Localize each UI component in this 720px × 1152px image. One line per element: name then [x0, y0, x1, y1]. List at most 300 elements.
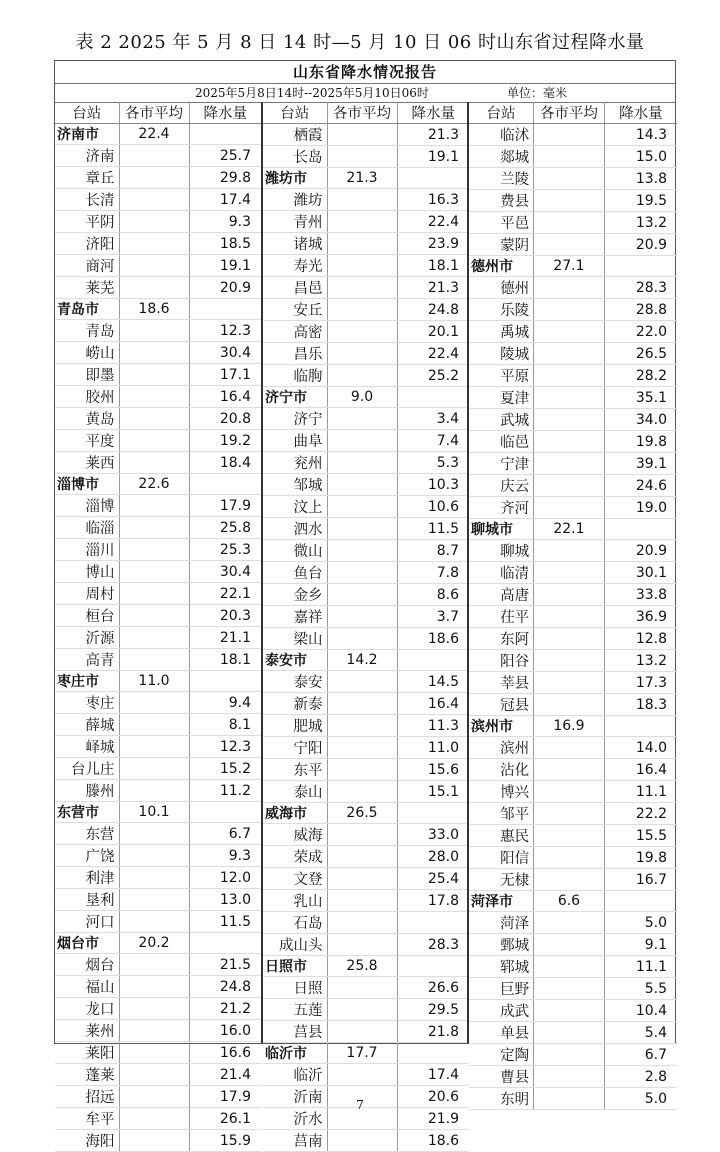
- station-name: 临朐: [263, 365, 327, 387]
- station-name: 新泰: [263, 693, 327, 715]
- city-average: [119, 998, 189, 1020]
- city-average: [119, 145, 189, 167]
- rainfall-value: 22.0: [604, 321, 677, 343]
- station-name: 泗水: [263, 518, 327, 540]
- station-row: [263, 846, 469, 868]
- station-row: [469, 453, 677, 475]
- city-average: [327, 628, 397, 650]
- rainfall-value: 34.0: [604, 409, 677, 431]
- station-name: 栖霞: [263, 124, 327, 146]
- station-name: 汶上: [263, 496, 327, 518]
- city-average: [327, 934, 397, 956]
- city-average: [327, 146, 397, 168]
- city-average: [534, 409, 605, 431]
- station-name: 临邑: [469, 431, 534, 453]
- city-average: 21.3: [327, 168, 397, 189]
- city-average: [119, 714, 189, 736]
- rainfall-value: 18.5: [189, 233, 261, 255]
- station-name: 武城: [469, 409, 534, 431]
- station-name: 崂山: [55, 342, 119, 364]
- city-row: [263, 650, 469, 671]
- city-average: [534, 1066, 605, 1088]
- city-average: [119, 954, 189, 976]
- city-average: [534, 299, 605, 321]
- city-row: [469, 716, 677, 737]
- station-name: 金乡: [263, 584, 327, 606]
- station-row: [469, 146, 677, 168]
- city-average: [534, 1022, 605, 1044]
- rainfall-value: 17.1: [189, 364, 261, 386]
- rainfall-value: 36.9: [604, 606, 677, 628]
- header-row: [469, 102, 677, 124]
- rainfall-value: 14.3: [604, 124, 677, 146]
- city-average: [119, 823, 189, 845]
- station-row: [263, 365, 469, 387]
- rainfall-value: 13.0: [189, 889, 261, 911]
- station-name: 济阳: [55, 233, 119, 255]
- rainfall-value: 15.2: [189, 758, 261, 780]
- station-row: [55, 583, 261, 605]
- station-name: 潍坊: [263, 189, 327, 211]
- rainfall-value: 29.5: [397, 999, 469, 1021]
- table-caption: 表 2 2025 年 5 月 8 日 14 时—5 月 10 日 06 时山东省过程降水量: [75, 32, 645, 53]
- rainfall-value: 22.1: [189, 583, 261, 605]
- station-name: 威海: [263, 824, 327, 846]
- station-name: 荣成: [263, 846, 327, 868]
- station-row: [55, 517, 261, 539]
- rainfall-value: 19.8: [604, 847, 677, 869]
- city-average: [534, 146, 605, 168]
- rainfall-value: [397, 803, 469, 824]
- station-row: [263, 211, 469, 233]
- rainfall-value: 18.6: [397, 1130, 469, 1152]
- station-row: [263, 540, 469, 562]
- station-name: 梁山: [263, 628, 327, 650]
- station-row: [469, 299, 677, 321]
- rainfall-value: [397, 956, 469, 977]
- station-name: 福山: [55, 976, 119, 998]
- city-average: [119, 692, 189, 714]
- city-average: [534, 606, 605, 628]
- station-table: [263, 102, 469, 1152]
- rainfall-value: 3.4: [397, 408, 469, 430]
- station-name: 平原: [469, 365, 534, 387]
- rainfall-value: 22.2: [604, 803, 677, 825]
- rainfall-value: 15.6: [397, 759, 469, 781]
- city-average: [119, 1020, 189, 1042]
- station-row: [263, 890, 469, 912]
- station-row: [55, 364, 261, 386]
- city-row: [55, 124, 261, 145]
- rainfall-value: [604, 716, 677, 737]
- city-average: [534, 672, 605, 694]
- rainfall-value: [604, 891, 677, 912]
- city-row: [55, 474, 261, 495]
- city-average: [119, 539, 189, 561]
- city-average: 18.6: [119, 299, 189, 320]
- rainfall-value: 8.6: [397, 584, 469, 606]
- station-name: 青州: [263, 211, 327, 233]
- city-average: [327, 211, 397, 233]
- city-average: [327, 846, 397, 868]
- rainfall-value: 13.8: [604, 168, 677, 190]
- city-average: [327, 584, 397, 606]
- city-average: [534, 475, 605, 497]
- station-name: 文登: [263, 868, 327, 890]
- city-average: [327, 1130, 397, 1152]
- station-row: [469, 475, 677, 497]
- rainfall-value: 16.4: [397, 693, 469, 715]
- city-average: [534, 934, 605, 956]
- city-average: [534, 1044, 605, 1066]
- city-average: [119, 495, 189, 517]
- rainfall-value: 19.1: [397, 146, 469, 168]
- station-row: [469, 343, 677, 365]
- rainfall-value: 17.3: [604, 672, 677, 694]
- city-name: 济宁市: [263, 387, 327, 408]
- station-row: [263, 474, 469, 496]
- station-name: 邹平: [469, 803, 534, 825]
- rainfall-value: 25.3: [189, 539, 261, 561]
- station-name: 莱芜: [55, 277, 119, 299]
- city-average: [327, 540, 397, 562]
- city-average: [119, 758, 189, 780]
- city-average: 25.8: [327, 956, 397, 977]
- station-name: 阳信: [469, 847, 534, 869]
- station-name: 聊城: [469, 540, 534, 562]
- station-row: [55, 430, 261, 452]
- station-name: 嘉祥: [263, 606, 327, 628]
- station-row: [469, 912, 677, 934]
- rainfall-value: 18.4: [189, 452, 261, 474]
- rainfall-value: 21.2: [189, 998, 261, 1020]
- station-name: 德州: [469, 277, 534, 299]
- station-name: 禹城: [469, 321, 534, 343]
- station-row: [55, 649, 261, 671]
- rainfall-value: 3.7: [397, 606, 469, 628]
- rainfall-value: 6.7: [189, 823, 261, 845]
- city-average: [119, 976, 189, 998]
- city-average: [119, 736, 189, 758]
- station-name: 即墨: [55, 364, 119, 386]
- header-rainfall: 降水量: [604, 102, 677, 124]
- station-row: [55, 758, 261, 780]
- rainfall-value: 18.6: [397, 628, 469, 650]
- rainfall-value: 21.5: [189, 954, 261, 976]
- station-name: 陵城: [469, 343, 534, 365]
- station-name: 垦利: [55, 889, 119, 911]
- rainfall-value: 26.5: [604, 343, 677, 365]
- city-row: [469, 519, 677, 540]
- header-station: 台站: [469, 102, 534, 124]
- station-row: [55, 1064, 261, 1086]
- city-average: [327, 277, 397, 299]
- city-average: [534, 825, 605, 847]
- station-row: [469, 737, 677, 759]
- rainfall-value: 12.3: [189, 736, 261, 758]
- station-name: 济南: [55, 145, 119, 167]
- rainfall-value: 15.0: [604, 146, 677, 168]
- city-average: [327, 518, 397, 540]
- station-name: 利津: [55, 867, 119, 889]
- city-average: [327, 759, 397, 781]
- rainfall-value: 11.1: [604, 781, 677, 803]
- station-name: 临沭: [469, 124, 534, 146]
- rainfall-value: [189, 124, 261, 145]
- city-average: [119, 255, 189, 277]
- station-name: 鄄城: [469, 934, 534, 956]
- city-average: [119, 342, 189, 364]
- station-name: 东明: [469, 1088, 534, 1110]
- city-average: [534, 956, 605, 978]
- station-row: [469, 934, 677, 956]
- station-row: [55, 539, 261, 561]
- city-average: [534, 759, 605, 781]
- rainfall-value: 20.9: [604, 540, 677, 562]
- city-average: [534, 365, 605, 387]
- rainfall-value: 11.0: [397, 737, 469, 759]
- rainfall-value: 35.1: [604, 387, 677, 409]
- rainfall-value: 18.1: [189, 649, 261, 671]
- station-row: [55, 823, 261, 845]
- station-row: [469, 847, 677, 869]
- city-average: [119, 211, 189, 233]
- city-average: [119, 408, 189, 430]
- station-name: 兰陵: [469, 168, 534, 190]
- rainfall-value: 26.1: [189, 1108, 261, 1130]
- station-row: [263, 146, 469, 168]
- rainfall-value: 16.4: [604, 759, 677, 781]
- station-name: 成山头: [263, 934, 327, 956]
- city-average: [534, 628, 605, 650]
- station-row: [469, 803, 677, 825]
- station-row: [55, 277, 261, 299]
- rainfall-value: 16.3: [397, 189, 469, 211]
- station-name: 莒南: [263, 1130, 327, 1152]
- station-row: [55, 954, 261, 976]
- header-rainfall: 降水量: [189, 102, 261, 124]
- city-average: [534, 781, 605, 803]
- station-name: 郓城: [469, 956, 534, 978]
- city-average: 20.2: [119, 933, 189, 954]
- city-average: [534, 912, 605, 934]
- city-average: [119, 889, 189, 911]
- station-name: 台儿庄: [55, 758, 119, 780]
- station-row: [55, 452, 261, 474]
- city-average: [327, 408, 397, 430]
- city-average: [327, 671, 397, 693]
- rainfall-value: 28.8: [604, 299, 677, 321]
- station-name: 茌平: [469, 606, 534, 628]
- station-row: [263, 496, 469, 518]
- station-row: [55, 1130, 261, 1152]
- city-average: [119, 845, 189, 867]
- header-row: [55, 102, 261, 124]
- city-row: [55, 299, 261, 320]
- city-average: [534, 343, 605, 365]
- city-average: [119, 277, 189, 299]
- station-name: 青岛: [55, 320, 119, 342]
- rainfall-value: 20.9: [189, 277, 261, 299]
- rainfall-value: 15.9: [189, 1130, 261, 1152]
- station-row: [469, 562, 677, 584]
- city-average: 17.7: [327, 1043, 397, 1064]
- rainfall-value: 12.3: [189, 320, 261, 342]
- station-row: [469, 956, 677, 978]
- station-row: [469, 234, 677, 256]
- city-average: [534, 453, 605, 475]
- rainfall-value: 25.2: [397, 365, 469, 387]
- station-row: [469, 1044, 677, 1066]
- city-average: [327, 693, 397, 715]
- station-row: [469, 825, 677, 847]
- station-name: 莱州: [55, 1020, 119, 1042]
- station-row: [263, 233, 469, 255]
- rainfall-value: [604, 519, 677, 540]
- city-average: [119, 561, 189, 583]
- city-average: 14.2: [327, 650, 397, 671]
- city-average: [534, 737, 605, 759]
- city-row: [263, 168, 469, 189]
- station-row: [263, 781, 469, 803]
- rainfall-value: 22.4: [397, 343, 469, 365]
- city-average: 10.1: [119, 802, 189, 823]
- rainfall-value: 9.4: [189, 692, 261, 714]
- city-average: 16.9: [534, 716, 605, 737]
- city-name: 东营市: [55, 802, 119, 823]
- report-columns: [55, 102, 675, 1150]
- rainfall-value: [397, 387, 469, 408]
- rainfall-value: 11.1: [604, 956, 677, 978]
- station-name: 临沂: [263, 1064, 327, 1086]
- rainfall-value: 19.0: [604, 497, 677, 519]
- city-average: [119, 452, 189, 474]
- city-average: [534, 562, 605, 584]
- station-row: [469, 321, 677, 343]
- station-name: 郯城: [469, 146, 534, 168]
- rainfall-value: 2.8: [604, 1066, 677, 1088]
- station-row: [55, 189, 261, 211]
- report-title: 山东省降水情况报告: [55, 61, 675, 84]
- rainfall-value: 33.8: [604, 584, 677, 606]
- station-row: [55, 911, 261, 933]
- station-row: [263, 1064, 469, 1086]
- header-rainfall: 降水量: [397, 102, 469, 124]
- station-row: [469, 759, 677, 781]
- city-average: [534, 497, 605, 519]
- column-2: [261, 102, 467, 1150]
- station-row: [469, 869, 677, 891]
- city-average: [327, 474, 397, 496]
- rainfall-value: 17.8: [397, 890, 469, 912]
- station-name: 薛城: [55, 714, 119, 736]
- rainfall-value: 9.3: [189, 845, 261, 867]
- rainfall-value: 7.4: [397, 430, 469, 452]
- station-row: [469, 168, 677, 190]
- rainfall-value: 18.3: [604, 694, 677, 716]
- city-name: 聊城市: [469, 519, 534, 540]
- city-average: 26.5: [327, 803, 397, 824]
- station-row: [263, 1130, 469, 1152]
- station-name: 日照: [263, 977, 327, 999]
- station-row: [469, 124, 677, 146]
- rainfall-value: 16.7: [604, 869, 677, 891]
- city-name: 威海市: [263, 803, 327, 824]
- column-3: [467, 102, 677, 1108]
- rainfall-value: 5.4: [604, 1022, 677, 1044]
- city-average: [327, 321, 397, 343]
- city-name: 淄博市: [55, 474, 119, 495]
- station-row: [263, 737, 469, 759]
- station-row: [55, 736, 261, 758]
- station-row: [263, 189, 469, 211]
- station-name: 平邑: [469, 212, 534, 234]
- station-name: 龙口: [55, 998, 119, 1020]
- header-station: 台站: [55, 102, 119, 124]
- city-average: [534, 168, 605, 190]
- rainfall-value: 20.8: [189, 408, 261, 430]
- station-name: 邹城: [263, 474, 327, 496]
- rainfall-value: 19.5: [604, 190, 677, 212]
- station-name: 曲阜: [263, 430, 327, 452]
- city-average: [119, 233, 189, 255]
- city-row: [469, 256, 677, 277]
- rainfall-value: 9.1: [604, 934, 677, 956]
- city-average: [534, 321, 605, 343]
- header-station: 台站: [263, 102, 327, 124]
- station-name: 莘县: [469, 672, 534, 694]
- station-row: [263, 562, 469, 584]
- city-average: [119, 364, 189, 386]
- city-average: 9.0: [327, 387, 397, 408]
- station-name: 高唐: [469, 584, 534, 606]
- city-row: [55, 933, 261, 954]
- station-name: 无棣: [469, 869, 534, 891]
- rainfall-value: 21.1: [189, 627, 261, 649]
- rainfall-value: 19.2: [189, 430, 261, 452]
- station-row: [55, 561, 261, 583]
- city-average: [534, 431, 605, 453]
- station-row: [55, 998, 261, 1020]
- station-name: 冠县: [469, 694, 534, 716]
- station-name: 滨州: [469, 737, 534, 759]
- city-row: [263, 803, 469, 824]
- city-name: 烟台市: [55, 933, 119, 954]
- station-row: [469, 628, 677, 650]
- city-average: [534, 694, 605, 716]
- city-average: [119, 780, 189, 802]
- station-name: 成武: [469, 1000, 534, 1022]
- rainfall-value: 19.8: [604, 431, 677, 453]
- rainfall-value: 21.4: [189, 1064, 261, 1086]
- city-average: [327, 737, 397, 759]
- rainfall-value: 12.0: [189, 867, 261, 889]
- rainfall-value: 14.0: [604, 737, 677, 759]
- rainfall-value: [397, 168, 469, 189]
- city-average: [534, 234, 605, 256]
- rainfall-value: 16.0: [189, 1020, 261, 1042]
- station-name: 昌乐: [263, 343, 327, 365]
- city-average: [119, 430, 189, 452]
- city-name: 泰安市: [263, 650, 327, 671]
- rainfall-value: 26.6: [397, 977, 469, 999]
- rainfall-report: [54, 60, 676, 1150]
- city-average: 6.6: [534, 891, 605, 912]
- city-average: [119, 167, 189, 189]
- station-row: [263, 408, 469, 430]
- city-average: [327, 233, 397, 255]
- station-name: 临清: [469, 562, 534, 584]
